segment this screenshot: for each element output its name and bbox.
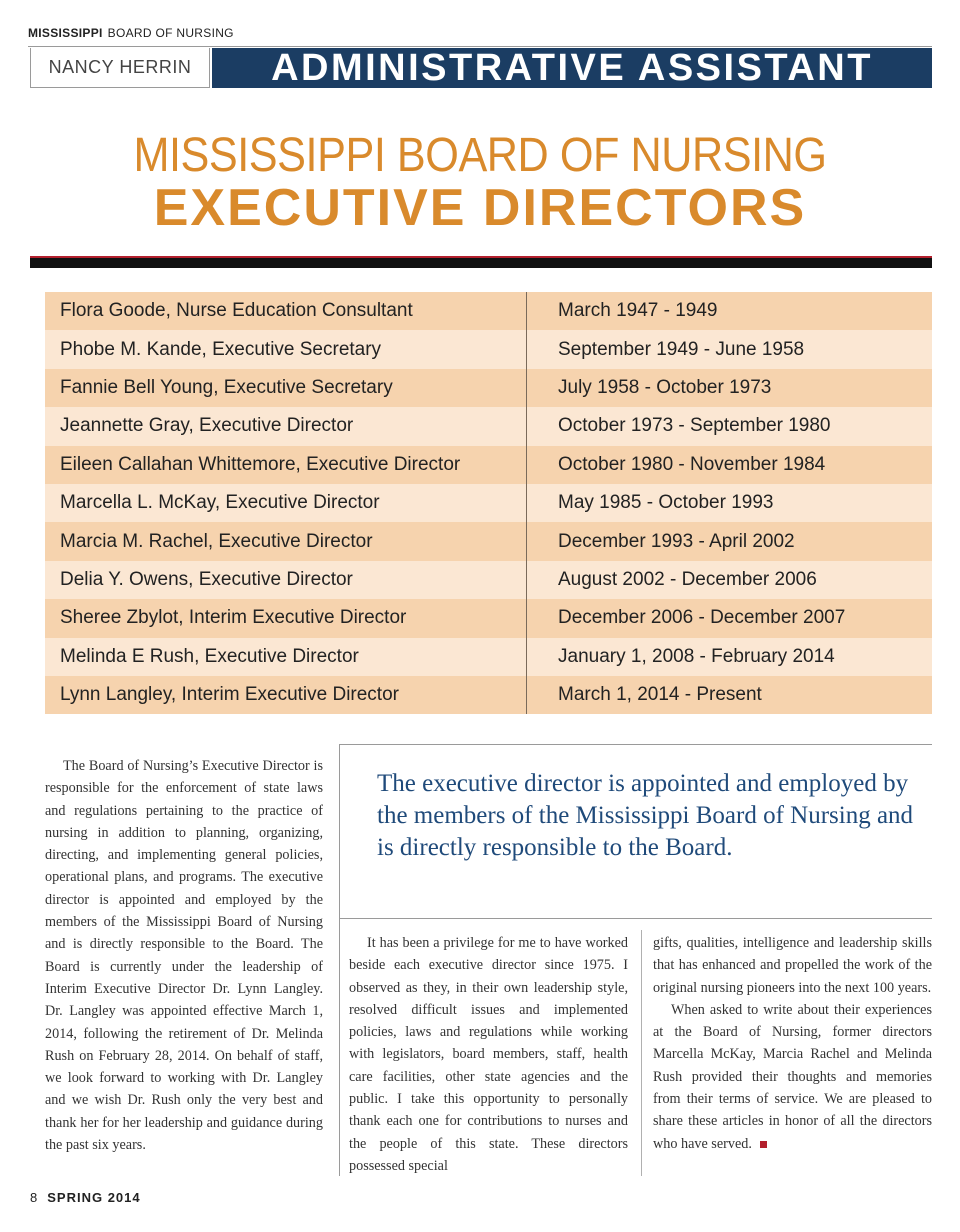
page-title-line1: MISSISSIPPI BOARD OF NURSING <box>133 129 827 182</box>
director-term: October 1973 - September 1980 <box>558 415 831 437</box>
director-name: Fannie Bell Young, Executive Secretary <box>45 369 527 407</box>
pullquote-divider <box>340 918 932 919</box>
article-paragraph: It has been a privilege for me to have worked beside each executive director since 1975. I observed as they, in their own leadership style, resolved difficult issues and implemented policies, laws and regulations while working with legislators, board members, staff, health care facilities, other state agencies and the public. I take this opportunity to personally thank each one for contributions to nurses and the people of this state. These directors possessed special <box>349 935 628 1174</box>
director-term: May 1985 - October 1993 <box>558 492 774 514</box>
table-row <box>45 407 932 445</box>
table-row <box>45 292 932 330</box>
directors-table <box>45 292 932 714</box>
table-row <box>45 522 932 560</box>
article-paragraph: The Board of Nursing’s Executive Director is responsible for the enforcement of state laws and regulations pertaining to the practice of nursing in addition to planning, organizing, directing, and implementing general policies, operational plans, and programs. The executive director is appointed and employed by the members of the Mississippi Board of Nursing and is directly responsible to the Board. The Board is currently under the leadership of Interim Executive Director Dr. Lynn Langley. Dr. Langley was appointed effective March 1, 2014, following the retirement of Dr. Melinda Rush on February 28, 2014. On behalf of staff, we look forward to working with Dr. Langley and we wish Dr. Rush only the very best and thank her for her leadership and guidance during the past six years. <box>45 758 323 1154</box>
author-title-banner: ADMINISTRATIVE ASSISTANT <box>212 48 932 88</box>
running-head-section: BOARD OF NURSING <box>107 26 234 40</box>
end-mark-icon <box>760 1141 767 1148</box>
page-title-line2: EXECUTIVE DIRECTORS <box>153 179 807 237</box>
director-term: December 2006 - December 2007 <box>558 607 846 629</box>
director-term: July 1958 - October 1973 <box>558 376 772 398</box>
director-name: Jeannette Gray, Executive Director <box>45 407 527 445</box>
table-row <box>45 676 932 714</box>
director-term: October 1980 - November 1984 <box>558 453 826 475</box>
title-divider <box>30 256 932 268</box>
table-row <box>45 599 932 637</box>
article-paragraph: gifts, qualities, intelligence and leadership skills that has enhanced and propelled the work of the original nursing pioneers into the next 100 years. <box>653 935 932 996</box>
table-row <box>45 369 932 407</box>
pull-quote: The executive director is appointed and employed by the members of the Mississippi Board of Nursing and is directly responsible to the Board. <box>377 770 914 861</box>
director-term: March 1, 2014 - Present <box>558 684 762 706</box>
table-row <box>45 484 932 522</box>
author-name: NANCY HERRIN <box>30 48 210 88</box>
director-term: September 1949 - June 1958 <box>558 338 805 360</box>
director-term: January 1, 2008 - February 2014 <box>558 645 835 667</box>
article-column-left <box>45 755 323 1156</box>
director-name: Eileen Callahan Whittemore, Executive Director <box>45 446 527 484</box>
table-row <box>45 446 932 484</box>
director-name: Phobe M. Kande, Executive Secretary <box>45 330 527 368</box>
director-name: Flora Goode, Nurse Education Consultant <box>45 292 527 330</box>
director-term: March 1947 - 1949 <box>558 300 718 322</box>
issue-label: SPRING 2014 <box>47 1190 141 1205</box>
page-number: 8 <box>30 1190 38 1205</box>
director-name: Marcella L. McKay, Executive Director <box>45 484 527 522</box>
director-name: Sheree Zbylot, Interim Executive Director <box>45 599 527 637</box>
column-divider <box>641 930 642 1176</box>
article-column-right <box>653 932 932 1155</box>
table-row <box>45 330 932 368</box>
director-name: Marcia M. Rachel, Executive Director <box>45 522 527 560</box>
article-paragraph-final <box>653 999 932 1155</box>
director-name: Melinda E Rush, Executive Director <box>45 638 527 676</box>
running-head <box>28 26 234 40</box>
director-name: Delia Y. Owens, Executive Director <box>45 561 527 599</box>
director-term: December 1993 - April 2002 <box>558 530 795 552</box>
article-paragraph-text: When asked to write about their experiences at the Board of Nursing, former directors Marcella McKay, Marcia Rachel and Melinda Rush provided their thoughts and memories from their terms of service. We are pleased to share these articles in honor of all the directors who have served. <box>653 1001 932 1152</box>
column-divider <box>339 744 340 1176</box>
running-head-brand: MISSISSIPPI <box>28 26 103 40</box>
director-name: Lynn Langley, Interim Executive Director <box>45 676 527 714</box>
table-row <box>45 638 932 676</box>
article-column-middle <box>349 932 628 1177</box>
director-term: August 2002 - December 2006 <box>558 568 817 590</box>
page-footer <box>30 1190 141 1205</box>
section-divider <box>340 744 932 745</box>
table-row <box>45 561 932 599</box>
